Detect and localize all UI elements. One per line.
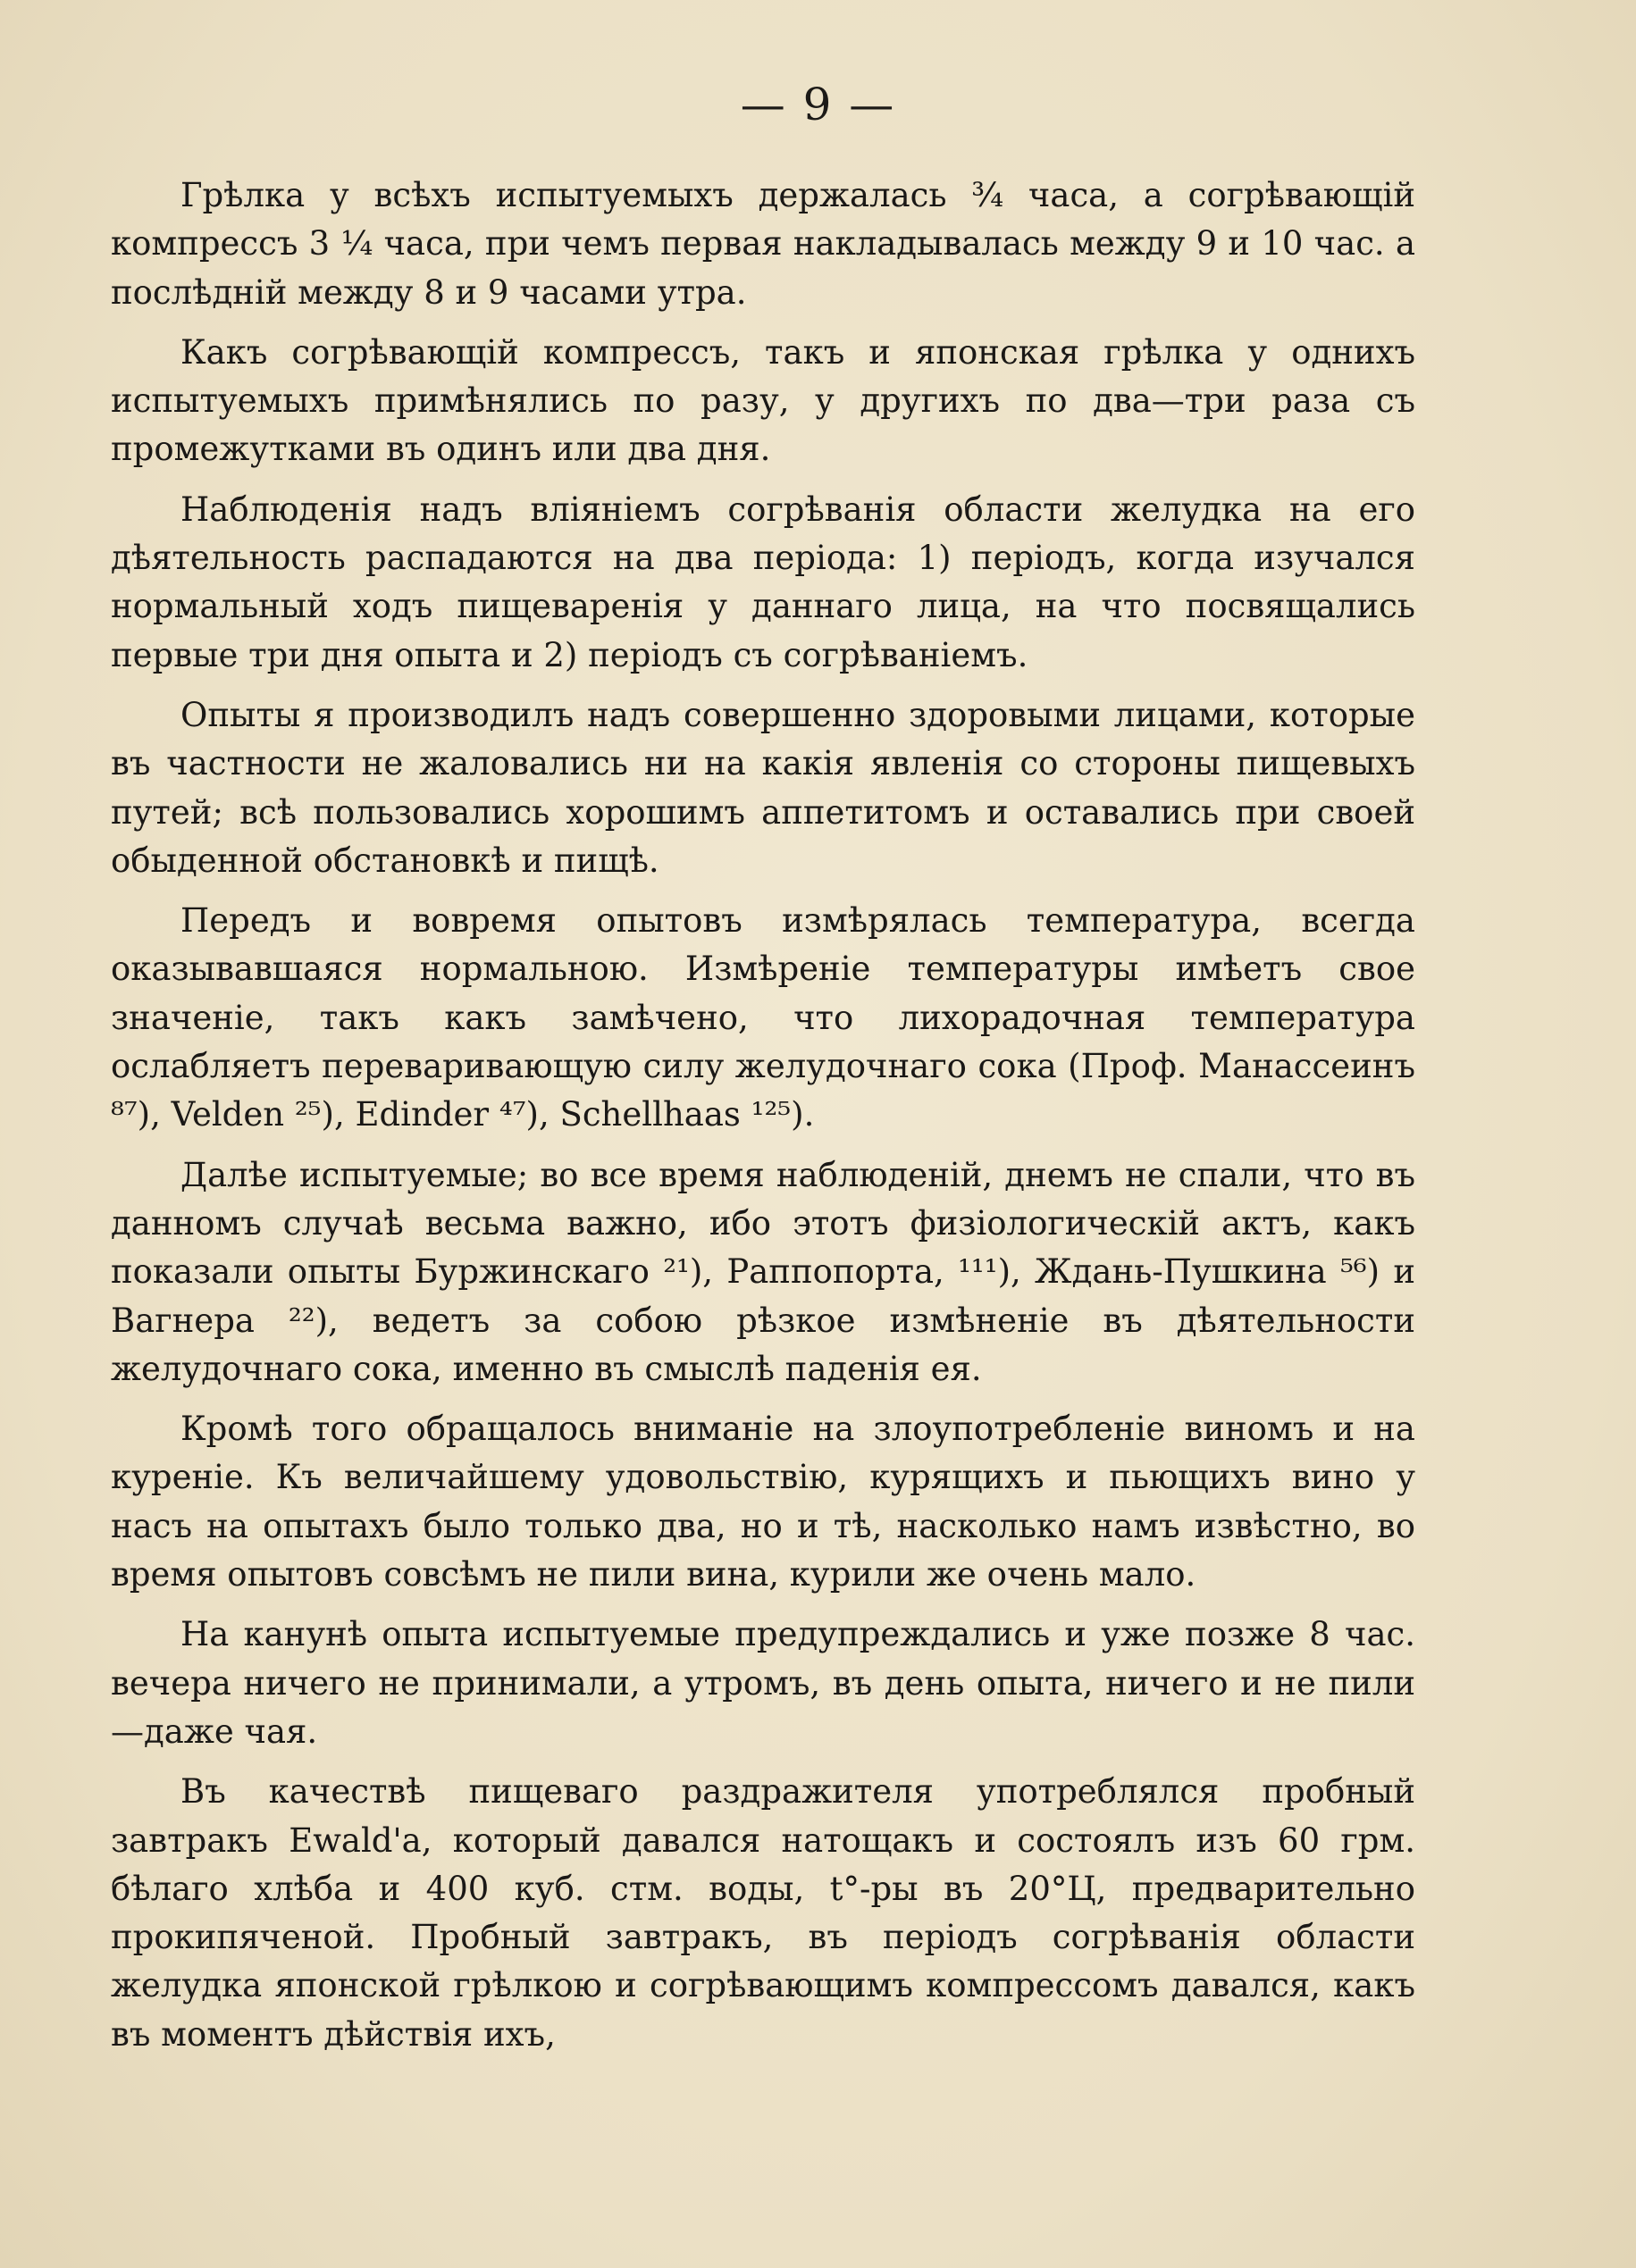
paragraph-6: Далѣе испытуемые; во все время наблюденій, днемъ не спали, что въ данномъ случаѣ весьма важно, ибо этотъ физіологическій актъ, какъ показали опыты Буржинскаго ²¹), Раппопорта, ¹¹¹), Ждань-Пушкина ⁵⁶) и Вагнера ²²), ведетъ за собою рѣзкое измѣненіе въ дѣятельности желудочнаго сока, именно въ смыслѣ паденія ея.: [111, 1155, 1415, 1388]
paragraph-1: Грѣлка у всѣхъ испытуемыхъ держалась ¾ часа, а согрѣвающій компрессъ 3 ¼ часа, при чемъ первая накладывалась между 9 и 10 час. а послѣдній между 8 и 9 часами утра.: [111, 176, 1415, 312]
page-number: — 9 —: [740, 79, 896, 130]
paragraph-7: Кромѣ того обращалось вниманіе на злоупотребленіе виномъ и на куреніе. Къ величайшему удовольствію, курящихъ и пьющихъ вино у насъ на опытахъ было только два, но и тѣ, насколько намъ извѣстно, во время опытовъ совсѣмъ не пили вина, курили же очень мало.: [111, 1410, 1415, 1594]
paragraph-2: Какъ согрѣвающій компрессъ, такъ и японская грѣлка у однихъ испытуемыхъ примѣнялись по разу, у другихъ по два—три раза съ промежутками въ одинъ или два дня.: [111, 332, 1415, 469]
paragraph-4: Опыты я производилъ надъ совершенно здоровыми лицами, которые въ частности не жаловались ни на какія явленія со стороны пищевыхъ путей; всѣ пользовались хорошимъ аппетитомъ и оставались при своей обыденной обстановкѣ и пищѣ.: [111, 695, 1415, 880]
paragraph-8: На канунѣ опыта испытуемые предупреждались и уже позже 8 час. вечера ничего не принимали, а утромъ, въ день опыта, ничего и не пили—даже чая.: [111, 1615, 1415, 1751]
paragraph-9: Въ качествѣ пищеваго раздражителя употреблялся пробный завтракъ Ewald'а, который давался натощакъ и состоялъ изъ 60 грм. бѣлаго хлѣба и 400 куб. стм. воды, t°-ры въ 20°Ц, предварительно прокипяченой. Пробный завтракъ, въ періодъ согрѣванія области желудка японской грѣлкою и согрѣвающимъ компрессомъ давался, какъ въ моментъ дѣйствія ихъ,: [111, 1772, 1415, 2054]
paragraph-3: Наблюденія надъ вліяніемъ согрѣванія области желудка на его дѣятельность распадаются на два періода: 1) періодъ, когда изучался нормальный ходъ пищеваренія у даннаго лица, на что посвящались первые три дня опыта и 2) періодъ съ согрѣваніемъ.: [111, 490, 1415, 674]
body-text: [111, 172, 1415, 2059]
paragraph-5: Передъ и вовремя опытовъ измѣрялась температура, всегда оказывавшаяся нормальною. Измѣреніе температуры имѣетъ свое значеніе, такъ какъ замѣчено, что лихорадочная температура ослабляетъ переваривающую силу желудочнаго сока (Проф. Манассеинъ ⁸⁷), Velden ²⁵), Edinder ⁴⁷), Schellhaas ¹²⁵).: [111, 901, 1415, 1134]
